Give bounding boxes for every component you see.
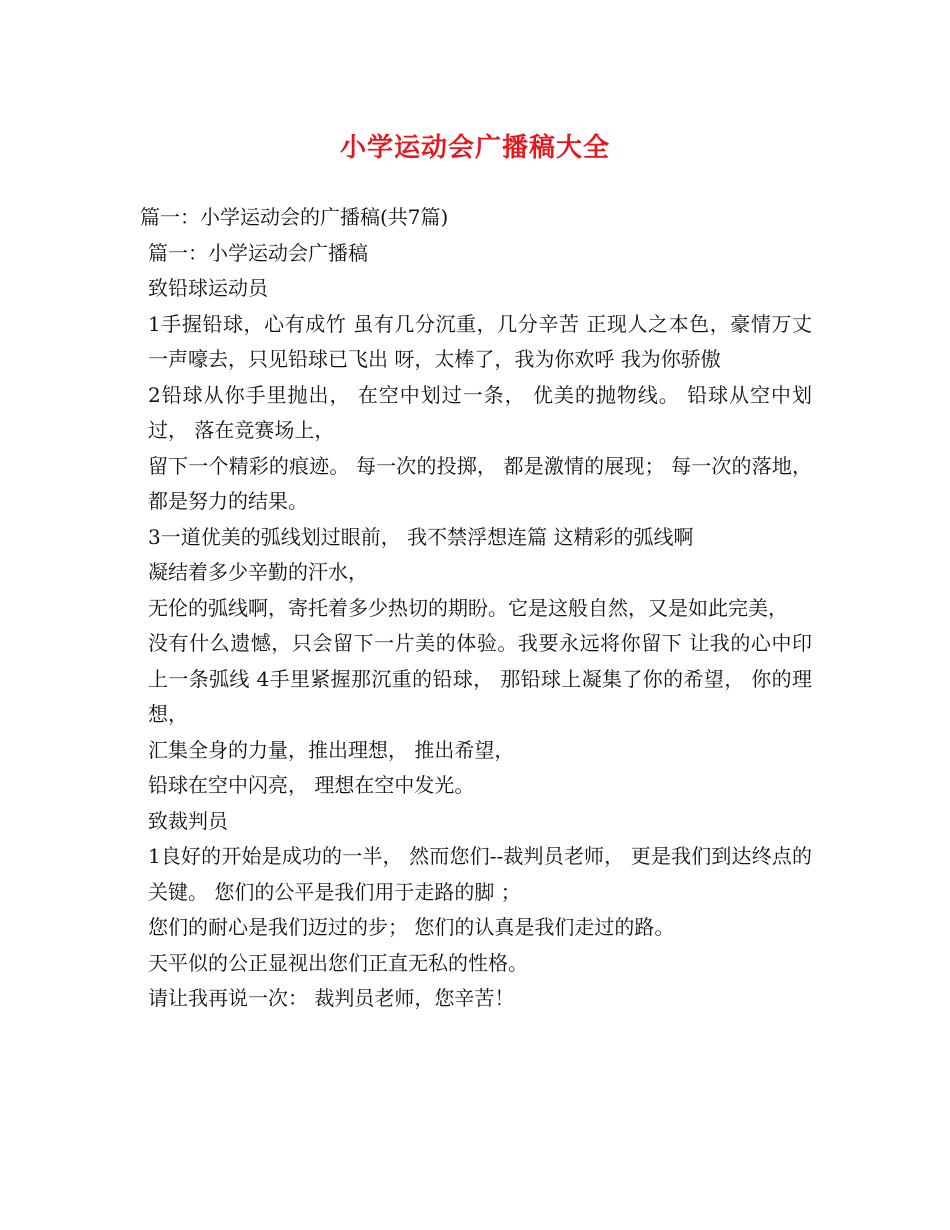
paragraph-14: 1良好的开始是成功的一半， 然而您们--裁判员老师， 更是我们到达终点的关键。 您们的公平是我们用于走路的脚 ； <box>148 844 812 904</box>
paragraph-13: 致裁判员 <box>148 808 228 833</box>
paragraph-1: 篇一：小学运动会的广播稿(共7篇) <box>140 205 449 229</box>
paragraph-12: 铅球在空中闪亮， 理想在空中发光。 <box>148 773 475 797</box>
paragraph-11: 汇集全身的力量，推出理想， 推出希望， <box>148 737 515 762</box>
document-body <box>140 200 812 1017</box>
paragraph-4: 1手握铅球，心有成竹 虽有几分沉重，几分辛苦 正现人之本色，豪情万丈 一声嚎去，只见铅球已飞出 呀，太棒了，我为你欢呼 我为你骄傲 <box>148 311 812 371</box>
paragraph-5: 2铅球从你手里抛出， 在空中划过一条， 优美的抛物线。 铅球从空中划过， 落在竞赛场上， <box>148 382 812 442</box>
document-title: 小学运动会广播稿大全 <box>339 133 610 163</box>
paragraph-8: 凝结着多少辛勤的汗水， <box>148 560 368 584</box>
paragraph-9: 无伦的弧线啊，寄托着多少热切的期盼。它是这般自然，又是如此完美， <box>148 595 788 620</box>
paragraph-16: 天平似的公正显视出您们正直无私的性格。 <box>148 950 528 975</box>
paragraph-10: 没有什么遗憾，只会留下一片美的体验。我要永远将你留下 让我的心中印上一条弧线 4手里紧握那沉重的铅球， 那铅球上凝集了你的希望， 你的理想， <box>148 631 812 726</box>
paragraph-15: 您们的耐心是我们迈过的步； 您们的认真是我们走过的路。 <box>148 915 675 939</box>
paragraph-17: 请让我再说一次： 裁判员老师，您辛苦！ <box>148 986 515 1010</box>
paragraph-2: 篇一：小学运动会广播稿 <box>148 240 368 265</box>
paragraph-7: 3一道优美的弧线划过眼前， 我不禁浮想连篇 这精彩的弧线啊 <box>148 524 694 549</box>
paragraph-3: 致铅球运动员 <box>148 276 268 300</box>
paragraph-6: 留下一个精彩的痕迹。 每一次的投掷， 都是激情的展现； 每一次的落地， 都是努力的结果。 <box>148 453 812 513</box>
